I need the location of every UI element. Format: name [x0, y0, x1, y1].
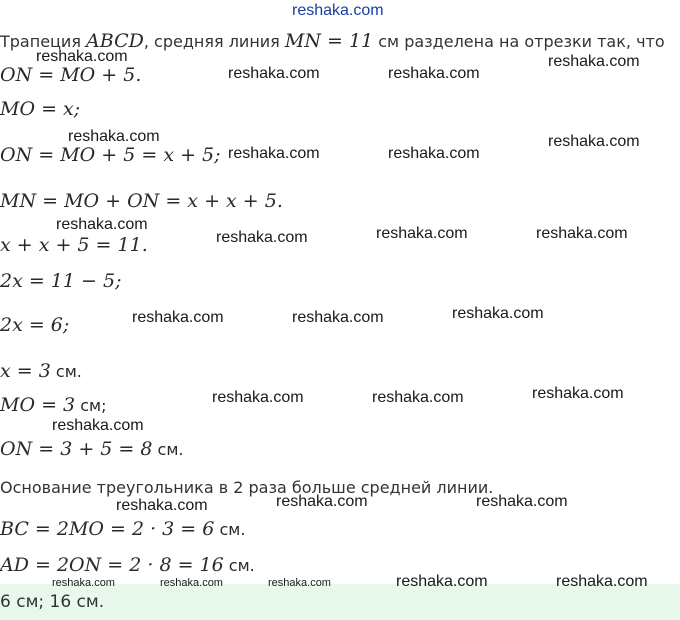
- watermark: reshaka.com: [52, 417, 144, 434]
- solution-line-7: 2x = 6;: [0, 314, 70, 336]
- solution-line-5: x + x + 5 = 11.: [0, 234, 148, 256]
- line-8-unit: см.: [50, 362, 82, 381]
- intro-shape: ABCD: [86, 30, 144, 52]
- intro-equation: MN = 11: [284, 30, 374, 52]
- intro-suffix: разделена на отрезки так, что: [399, 32, 665, 51]
- solution-line-9: [0, 394, 106, 416]
- solution-line-4: MN = MO + ON = x + x + 5.: [0, 190, 283, 212]
- watermark: reshaka.com: [548, 53, 640, 70]
- solution-line-10: [0, 438, 184, 460]
- watermark: reshaka.com: [556, 573, 648, 590]
- watermark: reshaka.com: [536, 225, 628, 242]
- line-11-unit: см.: [214, 520, 246, 539]
- solution-line-1: ON = MO + 5.: [0, 64, 142, 86]
- watermark: reshaka.com: [228, 65, 320, 82]
- intro-middle: , средняя линия: [143, 32, 285, 51]
- solution-line-12: [0, 554, 255, 576]
- solution-line-11: [0, 518, 245, 540]
- watermark: reshaka.com: [376, 225, 468, 242]
- watermark: reshaka.com: [116, 497, 208, 514]
- watermark: reshaka.com: [476, 493, 568, 510]
- watermark: reshaka.com: [228, 145, 320, 162]
- line-9-math: MO = 3: [0, 394, 76, 416]
- watermark: reshaka.com: [36, 48, 128, 65]
- watermark: reshaka.com: [548, 133, 640, 150]
- solution-line-6: 2x = 11 − 5;: [0, 270, 122, 292]
- watermark: reshaka.com: [452, 305, 544, 322]
- site-header-watermark[interactable]: reshaka.com: [292, 2, 384, 19]
- watermark: reshaka.com: [56, 216, 148, 233]
- watermark: reshaka.com: [292, 309, 384, 326]
- watermark: reshaka.com: [212, 389, 304, 406]
- watermark: reshaka.com: [276, 493, 368, 510]
- line-10-math: ON = 3 + 5 = 8: [0, 438, 153, 460]
- watermark: reshaka.com: [216, 229, 308, 246]
- watermark: reshaka.com: [268, 577, 331, 589]
- line-11-math: BC = 2MO = 2 · 3 = 6: [0, 518, 215, 540]
- solution-line-8: [0, 360, 82, 382]
- watermark: reshaka.com: [372, 389, 464, 406]
- watermark: reshaka.com: [52, 577, 115, 589]
- watermark: reshaka.com: [68, 128, 160, 145]
- watermark: reshaka.com: [396, 573, 488, 590]
- intro-prefix: Трапеция: [0, 32, 87, 51]
- intro-unit: см: [373, 32, 400, 51]
- statement-line: Основание треугольника в 2 раза больше средней линии.: [0, 478, 494, 497]
- line-12-unit: см.: [223, 556, 255, 575]
- watermark: reshaka.com: [132, 309, 224, 326]
- solution-line-2: MO = x;: [0, 98, 81, 120]
- solution-line-3: ON = MO + 5 = x + 5;: [0, 144, 221, 166]
- line-10-unit: см.: [152, 440, 184, 459]
- line-9-unit: см;: [75, 396, 107, 415]
- line-8-math: x = 3: [0, 360, 51, 382]
- watermark: reshaka.com: [160, 577, 223, 589]
- answer-line: 6 см; 16 см.: [0, 592, 105, 612]
- line-12-math: AD = 2ON = 2 · 8 = 16: [0, 554, 224, 576]
- watermark: reshaka.com: [532, 385, 624, 402]
- watermark: reshaka.com: [388, 65, 480, 82]
- watermark: reshaka.com: [388, 145, 480, 162]
